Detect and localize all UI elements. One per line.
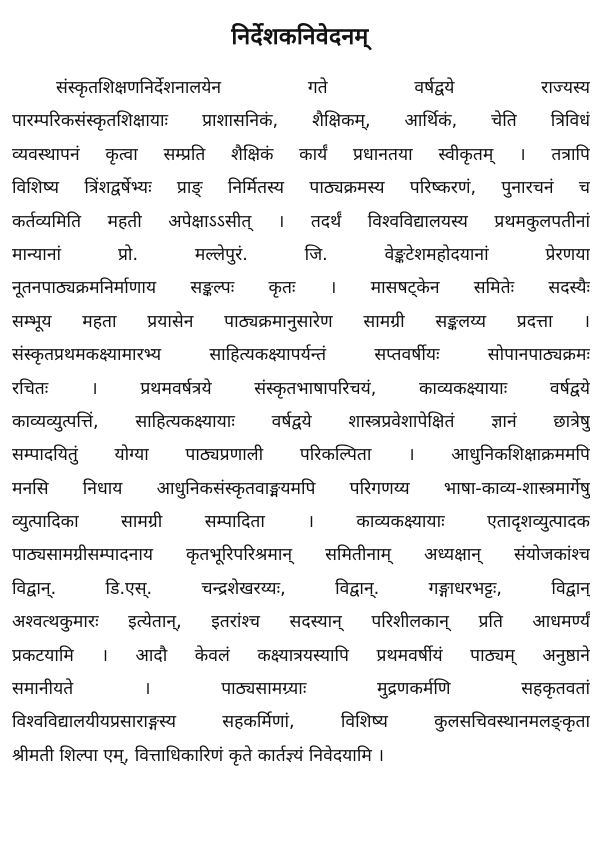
text-line: व्यवस्थापनं कृत्वा सम्प्रति शैक्षिकं कार्यं प्रधानतया स्वीकृतम् । तत्रापि <box>12 144 590 165</box>
text-line: सम्पादयितुं योग्या पाठ्यप्रणाली परिकल्पिता । आधुनिकशिक्षाक्रममपि <box>12 445 590 466</box>
text-line: सम्भूय महता प्रयासेन पाठ्यक्रमानुसारेण सामग्री सङ्कलय्य प्रदत्ता । <box>12 311 590 332</box>
text-line: प्रकटयामि । आदौ केवलं कक्ष्यात्रयस्यापि प्रथमवर्षीयं पाठ्यम् अनुष्ठाने <box>12 645 590 666</box>
text-line: पारम्परिकसंस्कृतशिक्षायाः प्राशासनिकं, शैक्षिकम्, आर्थिकं, चेति त्रिविधं <box>12 111 590 132</box>
text-line: काव्यव्युत्पत्तिं, साहित्यकक्ष्यायाः वर्षद्वये शास्त्रप्रवेशापेक्षितं ज्ञानं छात्रेषु <box>12 411 590 432</box>
body-paragraph <box>12 72 590 773</box>
text-line: संस्कृतप्रथमकक्ष्यामारभ्य साहित्यकक्ष्यापर्यन्तं सप्तवर्षीयः सोपानपाठ्यक्रमः <box>12 345 590 366</box>
text-line: विश्वविद्यालयीयप्रसाराङ्गस्य सहकर्मिणां, विशिष्य कुलसचिवस्थानमलङ्कृता <box>12 712 590 733</box>
text-line: रचितः । प्रथमवर्षत्रये संस्कृतभाषापरिचयं, काव्यकक्ष्यायाः वर्षद्वये <box>12 378 590 399</box>
text-line: नूतनपाठ्यक्रमनिर्माणाय सङ्कल्पः कृतः । मासषट्केन समितेः सदस्यैः <box>12 278 590 299</box>
text-line: अश्वत्थकुमारः इत्येतान्, इतरांश्च सदस्यान् परिशीलकान् प्रति आधमर्ण्यं <box>12 612 590 633</box>
text-line: व्युत्पादिका सामग्री सम्पादिता । काव्यकक्ष्यायाः एतादृशव्युत्पादक <box>12 512 590 533</box>
text-line: संस्कृतशिक्षणनिर्देशनालयेन गते वर्षद्वये राज्यस्य <box>56 78 590 98</box>
text-line: पाठ्यसामग्रीसम्पादनाय कृतभूरिपरिश्रमान् समितीनाम् अध्यक्षान् संयोजकांश्च <box>12 545 590 566</box>
text-line: विद्वान्. डि.एस्. चन्द्रशेखरय्यः, विद्वान्. गङ्गाधरभट्टः, विद्वान् <box>12 578 590 599</box>
text-line: मनसि निधाय आधुनिकसंस्कृतवाङ्मयमपि परिगणय्य भाषा-काव्य-शास्त्रमार्गेषु <box>12 478 590 499</box>
text-line: कर्तव्यमिति महती अपेक्षाऽऽसीत् । तदर्थं विश्वविद्यालयस्य प्रथमकुलपतीनां <box>12 211 590 232</box>
text-line: मान्यानां प्रो. मल्लेपुरं. जि. वेङ्कटेशमहोदयानां प्रेरणया <box>12 244 590 265</box>
text-line: श्रीमती शिल्पा एम्, वित्ताधिकारिणं कृते कार्तज्ञ्यं निवेदयामि । <box>12 745 385 766</box>
text-line: विशिष्य त्रिंशद्वर्षेभ्यः प्राङ् निर्मितस्य पाठ्यक्रमस्य परिष्करणं, पुनारचनं च <box>12 178 590 199</box>
page-title: निर्देशकनिवेदनम् <box>231 24 369 50</box>
text-line: समानीयते । पाठ्यसामग्र्याः मुद्रणकर्मणि सहकृतवतां <box>12 679 590 700</box>
